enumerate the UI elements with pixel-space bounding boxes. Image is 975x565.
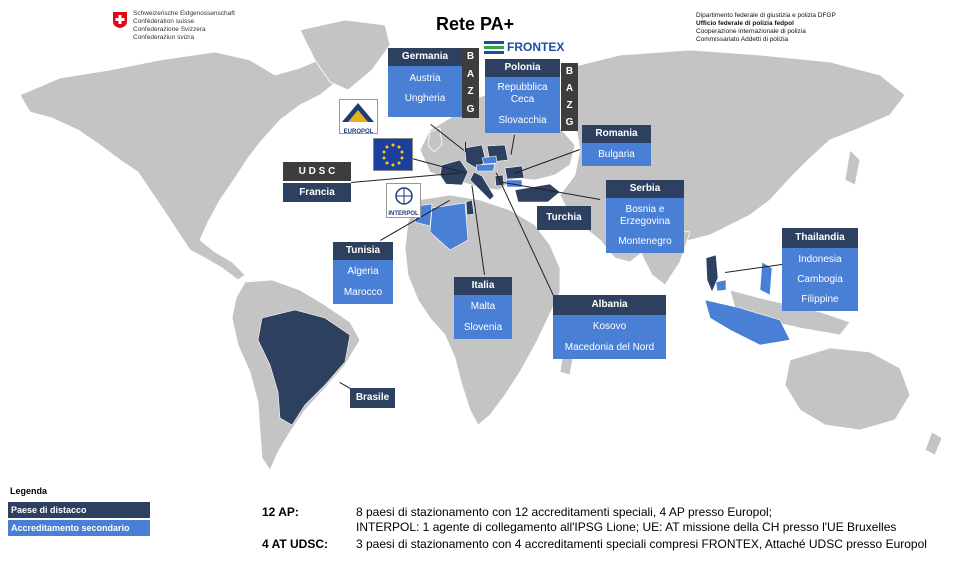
- box-header: Albania: [553, 295, 666, 315]
- box-header: Serbia: [606, 180, 684, 198]
- cambodia-shape: [716, 280, 726, 291]
- side-letter: G: [466, 103, 475, 115]
- box-turchia: [537, 206, 591, 230]
- swiss-cross-icon: [112, 11, 128, 29]
- frontex-label: FRONTEX: [507, 40, 565, 54]
- header-line: Confederazione Svizzera: [133, 26, 206, 33]
- legend-title: Legenda: [10, 486, 48, 496]
- box-header: Romania: [582, 125, 651, 143]
- box-items: [606, 198, 684, 253]
- eu-stars-icon: [374, 139, 412, 170]
- box-header: Germania: [388, 48, 462, 66]
- interpol-label: INTERPOL: [388, 211, 419, 217]
- box-item: Marocco: [343, 287, 383, 298]
- box-item: Cambogia: [797, 274, 843, 285]
- box-item: Kosovo: [592, 321, 627, 332]
- side-letter: Z: [566, 100, 573, 111]
- box-romania: [582, 125, 651, 166]
- europol-logo: [339, 99, 378, 134]
- legend: [8, 486, 150, 536]
- box-header: Italia: [454, 277, 512, 295]
- frontex-icon: [484, 39, 504, 55]
- box-tunisia: [333, 242, 393, 304]
- header-line: Schweizerische Eidgenossenschaft: [133, 10, 235, 17]
- side-letter: B: [466, 51, 475, 63]
- japan: [845, 150, 860, 185]
- box-item: Francia: [283, 183, 351, 202]
- legend-primary: Paese di distacco: [8, 502, 150, 518]
- box-serbia: [606, 180, 684, 253]
- box-items: [582, 143, 651, 166]
- box-header: Tunisia: [333, 242, 393, 260]
- new-zealand: [925, 432, 942, 455]
- box-germania-side: [462, 48, 479, 118]
- box-item: Repubblica Ceca: [497, 82, 548, 105]
- side-letter: A: [565, 83, 574, 94]
- europol-icon: [340, 100, 377, 124]
- side-letter: Z: [467, 86, 474, 98]
- europol-label: EUROPOL: [343, 129, 374, 135]
- interpol-icon: [393, 186, 415, 206]
- header-line: Commissariato Addetti di polizia: [696, 36, 789, 43]
- austria-shape: [476, 164, 495, 171]
- box-thailandia: [782, 228, 858, 311]
- box-item: Indonesia: [798, 254, 842, 265]
- box-items: [454, 295, 512, 339]
- header-line: Ufficio federale di polizia fedpol: [696, 20, 794, 27]
- legend-secondary: Accreditamento secondario: [8, 520, 150, 536]
- box-polonia-side: [561, 63, 578, 131]
- box-header: Polonia: [485, 59, 560, 77]
- box-items: [388, 66, 462, 117]
- box-items: [333, 260, 393, 304]
- box-header: Brasile: [350, 388, 395, 408]
- box-item: Bosnia e Erzegovina: [619, 204, 671, 227]
- side-letter: B: [565, 66, 574, 77]
- header-line: Cooperazione internazionale di polizia: [696, 28, 806, 35]
- note-1-line-2: INTERPOL: 1 agente di collegamento all'IPSG Lione; UE: AT missione della CH presso l'UE Bruxelles: [356, 520, 897, 534]
- box-item: Slovacchia: [498, 115, 547, 126]
- note-2-label: 4 AT UDSC:: [262, 537, 328, 551]
- box-polonia: [485, 59, 560, 133]
- box-item: Macedonia del Nord: [564, 342, 655, 353]
- box-item: Austria: [409, 73, 441, 84]
- box-item: Filippine: [801, 294, 839, 305]
- box-item: Malta: [470, 301, 496, 312]
- side-letter: G: [565, 117, 574, 128]
- header-right: [696, 12, 896, 44]
- australia: [785, 348, 910, 430]
- connector: [465, 142, 466, 152]
- box-germania: [388, 48, 462, 117]
- box-header: Turchia: [537, 206, 591, 230]
- eu-flag: [373, 138, 413, 171]
- note-2-line-1: 3 paesi di stazionamento con 4 accreditamenti speciali compresi FRONTEX, Attaché UDSC presso Europol: [356, 537, 927, 551]
- box-header: U D S C: [283, 162, 351, 181]
- frontex-logo: [484, 38, 566, 56]
- box-item: Algeria: [347, 266, 379, 277]
- box-item: Ungheria: [404, 93, 446, 104]
- box-item: Montenegro: [618, 236, 672, 247]
- box-udsc: [283, 162, 351, 202]
- header-left: [133, 10, 273, 42]
- header-line: Confederaziun svizra: [133, 34, 195, 41]
- box-header: Thailandia: [782, 228, 858, 248]
- box-brasile: [350, 388, 395, 408]
- swiss-logo: [112, 11, 128, 29]
- header-line: Confédération suisse: [133, 18, 195, 25]
- box-items: [782, 248, 858, 311]
- box-items: [485, 77, 560, 133]
- page-title: Rete PA+: [436, 14, 515, 34]
- interpol-logo: [386, 183, 421, 218]
- header-line: Dipartimento federale di giustizia e polizia DFGP: [696, 12, 836, 19]
- box-item: Bulgaria: [598, 149, 635, 160]
- note-1-line-1: 8 paesi di stazionamento con 12 accreditamenti speciali, 4 AP presso Europol;: [356, 505, 773, 519]
- note-1-label: 12 AP:: [262, 505, 299, 519]
- box-albania: [553, 295, 666, 359]
- box-items: [553, 315, 666, 359]
- box-item: Slovenia: [463, 322, 503, 333]
- box-italia: [454, 277, 512, 339]
- side-letter: A: [466, 68, 475, 80]
